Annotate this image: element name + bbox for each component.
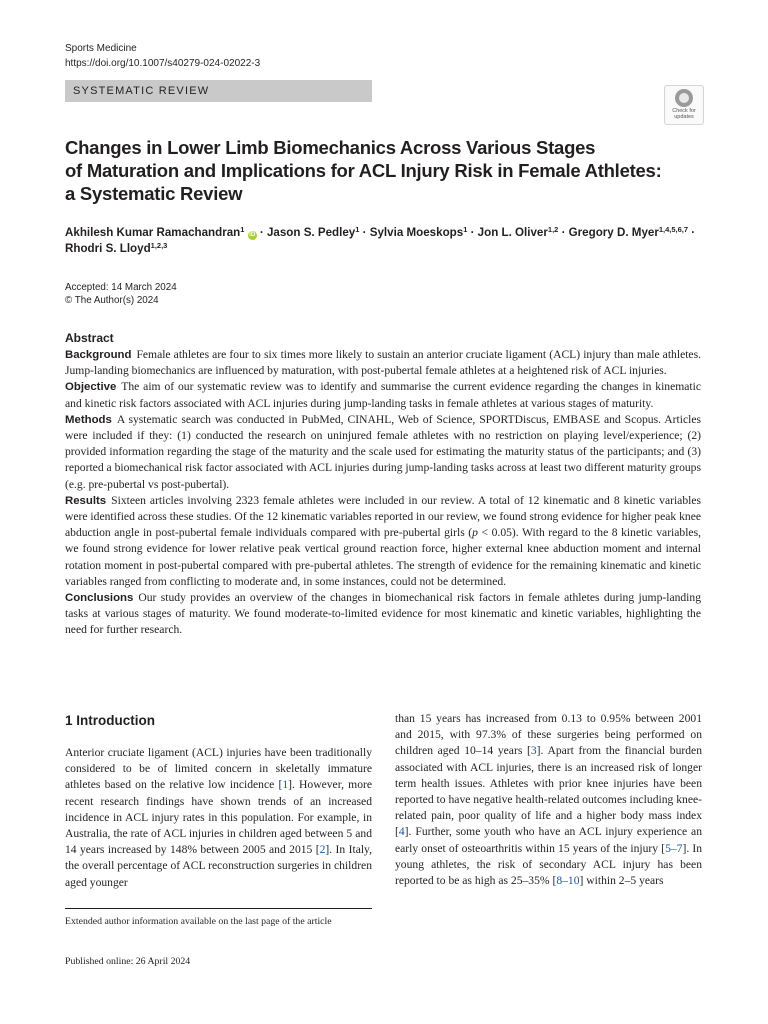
footnote-text: Extended author information available on the last page of the article	[65, 916, 332, 927]
citation-link[interactable]: 4	[398, 825, 405, 839]
title-line: Changes in Lower Limb Biomechanics Across Various Stages	[65, 137, 596, 158]
author-name: Sylvia Moeskops	[369, 226, 464, 239]
abstract-label: Conclusions	[65, 592, 134, 605]
orcid-icon[interactable]: iD	[249, 232, 256, 238]
crossmark-label: Check for updates	[672, 108, 696, 120]
author-name: Jason S. Pedley	[266, 226, 356, 239]
citation-link[interactable]: 8–10	[556, 874, 580, 888]
body-text: ]. In young athletes, the risk of secondary ACL injury has been reported to be as high as 25–35% [	[395, 841, 702, 888]
abstract-text: A systematic search was conducted in PubMed, CINAHL, Web of Science, SPORTDiscus, EMBASE and Scopus. Articles were included if they: (1) conducted the research on uninjured female athletes with no restriction on playing level/experience; (2) provided information regarding the stage of the maturity and the scale used for estimating the maturity status of the participants; and (3) reported a biomechanical risk factor associated with ACL injuries during jump-landing tasks across at least two different maturity groups (e.g. pre-pubertal vs post-pubertal).	[65, 412, 701, 491]
article-title	[65, 136, 665, 205]
author-affiliation: 1,2	[547, 225, 559, 234]
body-text: ]. In Italy, the overall percentage of ACL reconstruction surgeries in children aged younger	[65, 843, 372, 889]
body-text: than 15 years has increased from 0.13 to 0.95% between 2001 and 2015, with 97.3% of these surgeries being performed on children aged 10–14 years [	[395, 712, 702, 758]
title-line: of Maturation and Implications for ACL Injury Risk in Female Athletes:	[65, 160, 662, 181]
author-affiliation: 1,4,5,6,7	[658, 225, 689, 234]
author-separator: ·	[688, 226, 696, 239]
author-affiliation: 1	[355, 225, 360, 234]
citation-link[interactable]: 1	[282, 778, 289, 792]
article-dates	[65, 281, 177, 307]
abstract-methods	[65, 412, 701, 493]
abstract-text: Our study provides an overview of the changes in biomechanical risk factors in female athletes during jump-landing tasks at various stages of maturity. We found moderate-to-limited evidence for most kinematic and kinetic variables, highlighting the need for further research.	[65, 591, 701, 637]
author-name: Gregory D. Myer	[568, 226, 659, 239]
p-value-symbol: p	[472, 526, 478, 540]
body-paragraph	[395, 711, 702, 889]
abstract-label: Methods	[65, 413, 112, 426]
author-list	[65, 225, 705, 257]
footnote-divider	[65, 908, 372, 909]
journal-header	[65, 41, 260, 71]
author-separator: ·	[256, 226, 267, 239]
citation-link[interactable]: 3	[530, 744, 537, 758]
body-text: ] within 2–5 years	[579, 874, 664, 888]
crossmark-icon-inner	[679, 93, 689, 103]
title-line: a Systematic Review	[65, 183, 243, 204]
author-separator: ·	[467, 226, 478, 239]
accepted-date: Accepted: 14 March 2024	[65, 282, 177, 293]
body-paragraph	[65, 745, 372, 891]
body-text: Anterior cruciate ligament (ACL) injuries have been traditionally considered to be of limited concern in skeletally immature athletes based on the relative low incidence [	[65, 746, 372, 792]
abstract-text: The aim of our systematic review was to identify and summarise the current evidence regarding the changes in kinematic and kinetic risk factors associated with ACL injuries during jump-landing tasks in female athletes at various stages of maturity.	[65, 380, 701, 410]
body-text: ]. Apart from the financial burden associated with ACL injuries, there is an increased risk of longer term health issues. Athletes with prior knee injuries have been reported to have negative health-related outcomes including knee-related pain, poor quality of life and a higher body mass index [	[395, 744, 702, 839]
abstract-body	[65, 347, 701, 639]
check-for-updates-badge[interactable]	[664, 85, 704, 125]
article-type-banner: SYSTEMATIC REVIEW	[65, 80, 372, 102]
citation-link[interactable]: 2	[319, 843, 326, 857]
abstract-conclusions	[65, 590, 701, 639]
abstract-results	[65, 493, 701, 590]
abstract-label: Results	[65, 494, 107, 507]
author-name: Jon L. Oliver	[477, 226, 548, 239]
author-affiliation: 1	[463, 225, 468, 234]
doi-link[interactable]: https://doi.org/10.1007/s40279-024-02022-3	[65, 58, 261, 69]
section-heading-introduction: 1 Introduction	[65, 713, 155, 728]
copyright-line: © The Author(s) 2024	[65, 295, 159, 306]
body-column-right	[395, 711, 702, 889]
journal-name: Sports Medicine	[65, 43, 137, 54]
author-affiliation: 1	[240, 225, 245, 234]
author-separator: ·	[359, 226, 370, 239]
body-text: ]. Further, some youth who have an ACL injury experience an early onset of osteoarthritis within 15 years of the injury [	[395, 825, 702, 855]
author-name: Akhilesh Kumar Ramachandran	[65, 226, 241, 239]
abstract-text: Sixteen articles involving 2323 female athletes were included in our review. A total of 12 kinematic and 8 kinetic variables were identified across these studies. Of the 12 kinematic variables reported in our review, we found strong evidence for higher peak knee abduction angle in post-pubertal female individuals compared with pre-pubertal girls (	[65, 493, 701, 540]
published-date: Published online: 26 April 2024	[65, 956, 191, 967]
body-text: ]. However, more recent research findings have shown trends of an increased incidence in ACL injury rates in this population. For example, in Australia, the rate of ACL injuries in children aged between 5 and 14 years increased by 148% between 2005 and 2015 [	[65, 778, 372, 857]
citation-link[interactable]: 5–7	[665, 841, 683, 855]
author-affiliation: 1,2,3	[150, 241, 168, 250]
abstract-heading: Abstract	[65, 331, 114, 345]
abstract-text: < 0.05). With regard to the 8 kinetic variables, we found strong evidence for lower relative peak vertical ground reaction force, higher external knee abduction moment and internal rotation moment in post-pubertal compared with pre-pubertal athletes. The strength of evidence for the remaining kinematic and kinetic variables ranged from conflicting to moderate and, in some instances, could not be determined.	[65, 526, 701, 588]
abstract-objective	[65, 379, 701, 411]
abstract-label: Background	[65, 349, 132, 361]
author-separator: ·	[558, 226, 569, 239]
body-column-left	[65, 745, 372, 891]
author-name: Rhodri S. Lloyd	[65, 242, 151, 255]
abstract-background	[65, 347, 701, 379]
abstract-label: Objective	[65, 381, 117, 394]
abstract-text: Female athletes are four to six times more likely to sustain an anterior cruciate ligament (ACL) injury than male athletes. Jump-landing biomechanics are influenced by maturation, with post-pubertal female athletes at a heightened risk of ACL injuries.	[65, 348, 701, 378]
